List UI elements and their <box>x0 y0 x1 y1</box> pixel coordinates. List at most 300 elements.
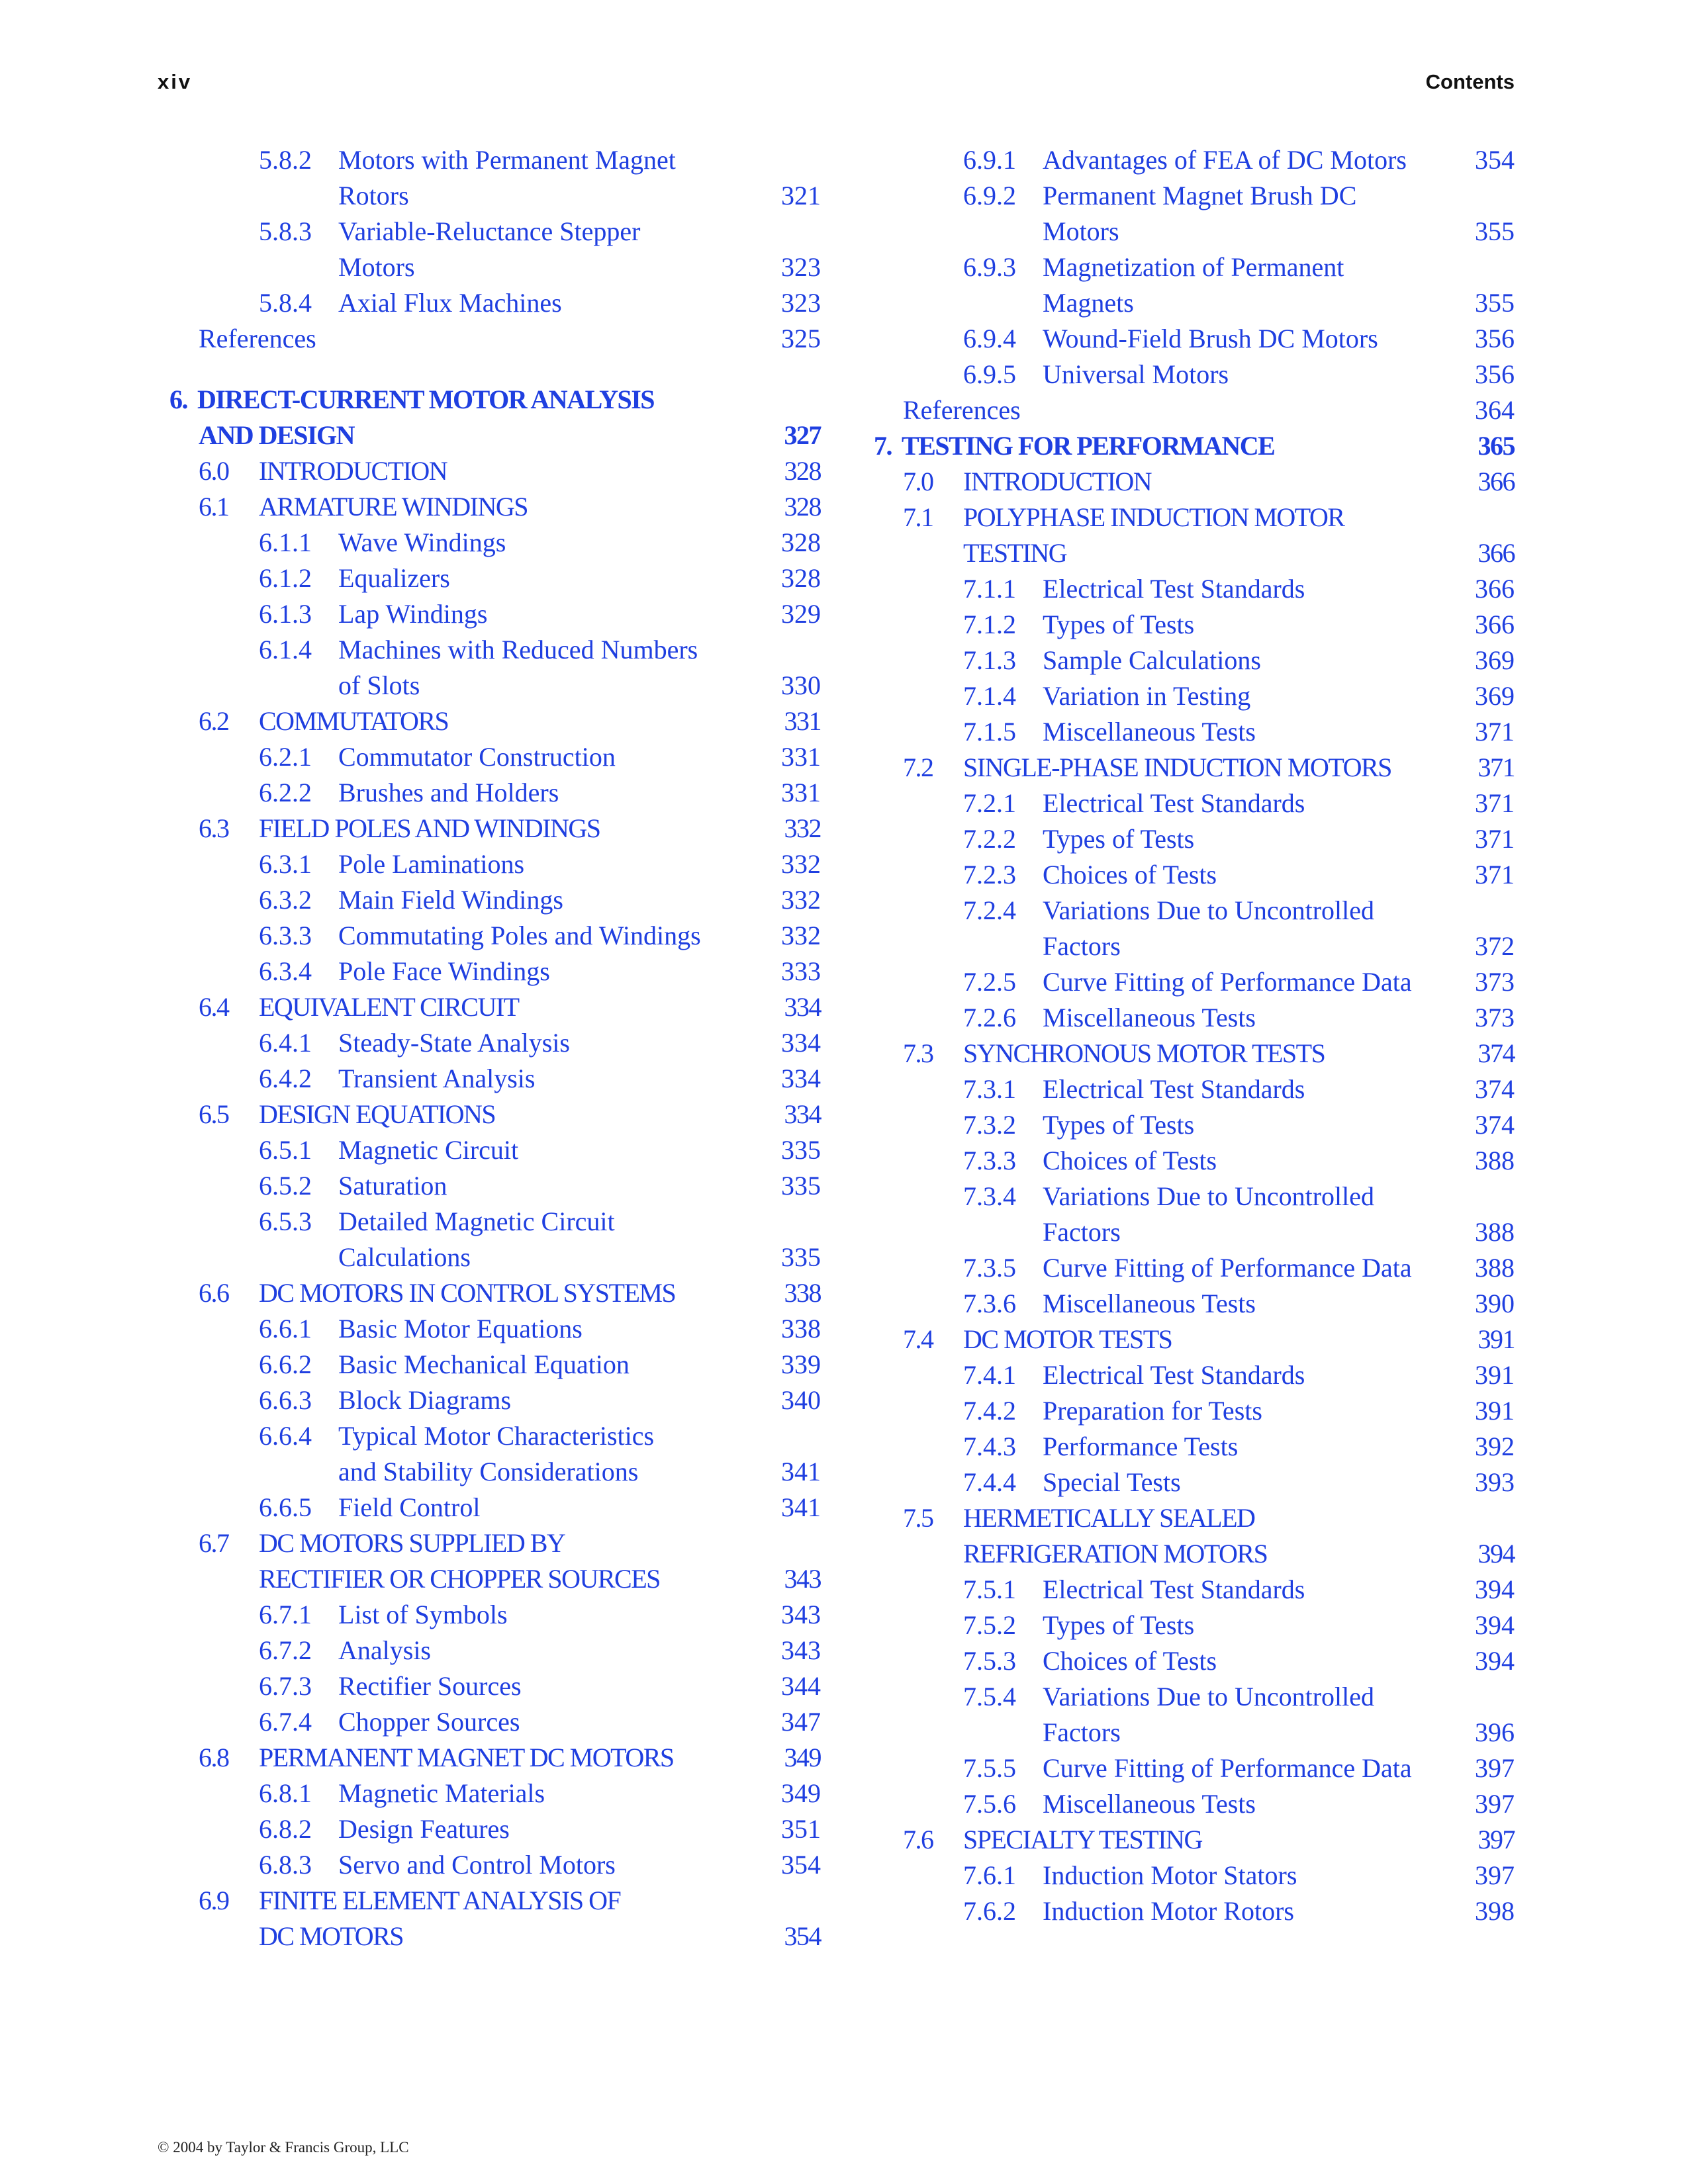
toc-entry-page: 329 <box>781 599 821 629</box>
toc-entry-title: Design Features <box>338 1814 510 1844</box>
toc-entry-page: 328 <box>781 563 821 593</box>
toc-entry-number: 6.1 <box>199 492 229 522</box>
toc-entry[interactable] <box>862 1179 1515 1214</box>
toc-entry-title: ARMATURE WINDINGS <box>259 492 528 522</box>
toc-entry[interactable] <box>158 142 821 178</box>
toc-entry-page: 397 <box>1475 1753 1515 1783</box>
toc-entry-number: 6.9.4 <box>963 324 1016 353</box>
toc-entry[interactable] <box>862 1286 1515 1322</box>
toc-entry-number: 6.5.1 <box>259 1135 312 1165</box>
toc-entry[interactable] <box>158 882 821 918</box>
toc-entry-title: Universal Motors <box>1043 359 1229 389</box>
toc-entry-title: of Slots <box>338 670 420 700</box>
toc-entry-page: 369 <box>1475 645 1515 675</box>
toc-entry-page: 390 <box>1475 1289 1515 1318</box>
toc-entry-page: 374 <box>1475 1110 1515 1140</box>
toc-entry-title: DC MOTORS <box>259 1921 404 1951</box>
toc-entry-title: Wave Windings <box>338 527 506 557</box>
toc-entry-page: 334 <box>781 1028 821 1058</box>
toc-entry[interactable] <box>862 1572 1515 1608</box>
toc-entry[interactable] <box>158 1383 821 1418</box>
toc-entry-page: 388 <box>1475 1146 1515 1175</box>
toc-entry-title: Types of Tests <box>1043 610 1195 639</box>
toc-entry-number: 7.1.3 <box>963 645 1016 675</box>
toc-entry-page: 335 <box>781 1135 821 1165</box>
toc-entry[interactable] <box>862 535 1515 571</box>
toc-entry[interactable] <box>862 392 1515 428</box>
toc-entry[interactable] <box>862 178 1515 214</box>
toc-entry-number: 6.2.1 <box>259 742 312 772</box>
toc-entry[interactable] <box>158 1740 821 1776</box>
toc-entry-number: 7.3.6 <box>963 1289 1016 1318</box>
toc-entry-number: 6.0 <box>199 456 229 486</box>
toc-entry-page: 340 <box>781 1385 821 1415</box>
toc-entry[interactable] <box>862 1500 1515 1536</box>
toc-entry-title: Performance Tests <box>1043 1432 1239 1461</box>
toc-entry[interactable] <box>158 1633 821 1668</box>
running-title: Contents <box>1425 70 1515 93</box>
toc-entry-page: 328 <box>784 492 821 522</box>
toc-entry[interactable] <box>158 418 821 453</box>
toc-entry-number: 6.7.4 <box>259 1707 312 1737</box>
toc-entry-number: 6. <box>169 385 187 414</box>
toc-entry-title: Analysis <box>338 1635 431 1665</box>
toc-entry-title: RECTIFIER OR CHOPPER SOURCES <box>259 1564 660 1594</box>
toc-entry-title: Basic Mechanical Equation <box>338 1349 630 1379</box>
toc-entry[interactable] <box>158 1883 821 1919</box>
toc-entry[interactable] <box>158 704 821 739</box>
toc-entry[interactable] <box>158 739 821 775</box>
toc-entry[interactable] <box>862 285 1515 321</box>
toc-entry-title: References <box>199 324 316 353</box>
toc-entry-number: 6.4 <box>199 992 229 1022</box>
toc-entry-title: Pole Face Windings <box>338 956 550 986</box>
toc-entry[interactable] <box>158 775 821 811</box>
toc-entry-number: 7.3.4 <box>963 1181 1016 1211</box>
toc-entry-title: PERMANENT MAGNET DC MOTORS <box>259 1743 674 1772</box>
toc-entry-number: 7.2.5 <box>963 967 1016 997</box>
toc-entry[interactable] <box>862 250 1515 285</box>
toc-entry[interactable] <box>862 1214 1515 1250</box>
toc-entry[interactable] <box>862 893 1515 929</box>
toc-entry-number: 7.5.2 <box>963 1610 1016 1640</box>
toc-entry-title: Equalizers <box>338 563 450 593</box>
toc-entry-page: 356 <box>1475 359 1515 389</box>
toc-entry-title: Detailed Magnetic Circuit <box>338 1206 615 1236</box>
toc-entry-title: Servo and Control Motors <box>338 1850 616 1880</box>
toc-entry[interactable] <box>862 1608 1515 1643</box>
toc-entry[interactable] <box>158 1275 821 1311</box>
toc-entry-title: Motors <box>1043 216 1119 246</box>
toc-entry-page: 349 <box>784 1743 821 1772</box>
toc-entry-title: Induction Motor Stators <box>1043 1860 1297 1890</box>
toc-entry[interactable] <box>862 464 1515 500</box>
toc-entry-number: 6.8 <box>199 1743 229 1772</box>
toc-entry-page: 338 <box>784 1278 821 1308</box>
toc-entry[interactable] <box>158 1061 821 1097</box>
toc-entry-number: 7.6.1 <box>963 1860 1016 1890</box>
toc-entry[interactable] <box>862 357 1515 392</box>
toc-entry-title: Motors with Permanent Magnet <box>338 145 676 175</box>
toc-entry[interactable] <box>158 632 821 668</box>
toc-entry[interactable] <box>862 1858 1515 1893</box>
toc-entry-number: 6.3.1 <box>259 849 312 879</box>
toc-entry[interactable] <box>158 1347 821 1383</box>
toc-entry[interactable] <box>158 989 821 1025</box>
toc-entry[interactable] <box>862 1893 1515 1929</box>
toc-entry-page: 366 <box>1475 610 1515 639</box>
toc-entry[interactable] <box>862 786 1515 821</box>
toc-entry[interactable] <box>862 1036 1515 1071</box>
toc-entry[interactable] <box>862 1107 1515 1143</box>
toc-entry-number: 6.1.2 <box>259 563 312 593</box>
toc-entry-page: 341 <box>781 1457 821 1486</box>
toc-entry[interactable] <box>862 428 1515 464</box>
toc-entry[interactable] <box>862 1071 1515 1107</box>
toc-entry-number: 7.4 <box>903 1324 933 1354</box>
toc-entry-page: 391 <box>1477 1324 1515 1354</box>
toc-entry[interactable] <box>862 1536 1515 1572</box>
toc-entry-number: 6.3.3 <box>259 921 312 950</box>
toc-entry-page: 397 <box>1475 1860 1515 1890</box>
toc-entry[interactable] <box>862 321 1515 357</box>
toc-entry-page: 332 <box>781 885 821 915</box>
toc-entry[interactable] <box>158 596 821 632</box>
toc-entry-title: Block Diagrams <box>338 1385 512 1415</box>
toc-entry[interactable] <box>158 1668 821 1704</box>
toc-entry[interactable] <box>862 1429 1515 1465</box>
toc-left-column <box>158 142 821 1954</box>
toc-entry[interactable] <box>158 214 821 250</box>
toc-entry[interactable] <box>862 1143 1515 1179</box>
toc-entry[interactable] <box>862 1643 1515 1679</box>
toc-entry-page: 366 <box>1477 538 1515 568</box>
toc-entry[interactable] <box>862 1465 1515 1500</box>
toc-entry-page: 321 <box>781 181 821 210</box>
toc-entry[interactable] <box>862 500 1515 535</box>
toc-entry-title: Rectifier Sources <box>338 1671 522 1701</box>
toc-entry-page: 334 <box>784 992 821 1022</box>
toc-entry[interactable] <box>862 750 1515 786</box>
toc-entry-number: 6.6 <box>199 1278 229 1308</box>
toc-entry-page: 393 <box>1475 1467 1515 1497</box>
toc-entry-number: 6.9.5 <box>963 359 1016 389</box>
toc-entry-number: 6.6.3 <box>259 1385 312 1415</box>
toc-entry-page: 397 <box>1475 1789 1515 1819</box>
toc-entry-page: 349 <box>781 1778 821 1808</box>
toc-entry[interactable] <box>862 1715 1515 1751</box>
toc-entry[interactable] <box>862 1322 1515 1357</box>
toc-entry-title: Choices of Tests <box>1043 860 1217 889</box>
toc-entry[interactable] <box>862 1000 1515 1036</box>
toc-entry-number: 7.4.1 <box>963 1360 1016 1390</box>
toc-entry[interactable] <box>158 1561 821 1597</box>
toc-entry-page: 373 <box>1475 967 1515 997</box>
toc-entry-number: 7.1 <box>903 502 933 532</box>
toc-entry-number: 6.3.4 <box>259 956 312 986</box>
toc-entry[interactable] <box>862 643 1515 678</box>
toc-entry[interactable] <box>158 250 821 285</box>
toc-entry-number: 6.3 <box>199 813 229 843</box>
toc-entry-page: 372 <box>1475 931 1515 961</box>
toc-entry-title: Variations Due to Uncontrolled <box>1043 895 1374 925</box>
toc-entry-title: Magnetization of Permanent <box>1043 252 1344 282</box>
toc-entry[interactable] <box>862 1786 1515 1822</box>
toc-entry[interactable] <box>158 561 821 596</box>
toc-entry-title: Miscellaneous Tests <box>1043 1789 1256 1819</box>
toc-entry-page: 341 <box>781 1492 821 1522</box>
toc-entry-page: 371 <box>1477 752 1515 782</box>
toc-entry-title: COMMUTATORS <box>259 706 449 736</box>
toc-entry-page: 335 <box>781 1242 821 1272</box>
toc-entry[interactable] <box>158 1704 821 1740</box>
toc-entry-number: 7.5.3 <box>963 1646 1016 1676</box>
toc-entry[interactable] <box>158 1776 821 1811</box>
toc-entry-number: 7.6 <box>903 1825 933 1854</box>
toc-entry-title: Pole Laminations <box>338 849 525 879</box>
toc-entry-number: 5.8.3 <box>259 216 312 246</box>
toc-entry[interactable] <box>862 821 1515 857</box>
toc-entry[interactable] <box>158 382 821 418</box>
toc-entry-page: 331 <box>781 778 821 807</box>
toc-entry[interactable] <box>158 846 821 882</box>
toc-entry-title: List of Symbols <box>338 1600 508 1629</box>
toc-entry-page: 392 <box>1475 1432 1515 1461</box>
toc-entry-title: HERMETICALLY SEALED <box>963 1503 1255 1533</box>
toc-entry-title: FINITE ELEMENT ANALYSIS OF <box>259 1886 621 1915</box>
toc-entry[interactable] <box>158 321 821 357</box>
toc-entry-title: TESTING <box>963 538 1067 568</box>
toc-entry-number: 7.2.6 <box>963 1003 1016 1032</box>
toc-entry-title: Variations Due to Uncontrolled <box>1043 1682 1374 1711</box>
toc-entry-title: DESIGN EQUATIONS <box>259 1099 496 1129</box>
toc-entry[interactable] <box>158 1811 821 1847</box>
toc-entry-number: 5.8.2 <box>259 145 312 175</box>
toc-entry[interactable] <box>158 1097 821 1132</box>
toc-entry-number: 7.5.4 <box>963 1682 1016 1711</box>
toc-entry-title: Lap Windings <box>338 599 488 629</box>
toc-entry[interactable] <box>862 1679 1515 1715</box>
toc-entry-page: 335 <box>781 1171 821 1201</box>
toc-entry-number: 7.1.4 <box>963 681 1016 711</box>
toc-entry[interactable] <box>158 668 821 704</box>
toc-entry[interactable] <box>862 714 1515 750</box>
toc-entry-page: 333 <box>781 956 821 986</box>
toc-entry[interactable] <box>158 1311 821 1347</box>
toc-entry-title: Saturation <box>338 1171 447 1201</box>
toc-entry[interactable] <box>158 1847 821 1883</box>
toc-entry-title: Factors <box>1043 1717 1121 1747</box>
toc-entry-title: Sample Calculations <box>1043 645 1261 675</box>
toc-entry-page: 354 <box>784 1921 821 1951</box>
toc-entry-page: 355 <box>1475 288 1515 318</box>
toc-entry[interactable] <box>862 142 1515 178</box>
toc-entry-page: 323 <box>781 288 821 318</box>
toc-entry-page: 323 <box>781 252 821 282</box>
toc-entry[interactable] <box>862 1822 1515 1858</box>
toc-entry-title: Factors <box>1043 931 1121 961</box>
toc-entry-title: Types of Tests <box>1043 1610 1195 1640</box>
toc-entry-title: AND DESIGN <box>199 420 355 450</box>
toc-right-column <box>862 142 1515 1929</box>
toc-entry-title: Factors <box>1043 1217 1121 1247</box>
toc-entry-number: 6.8.3 <box>259 1850 312 1880</box>
toc-entry-number: 6.5 <box>199 1099 229 1129</box>
toc-entry-number: 6.8.2 <box>259 1814 312 1844</box>
toc-entry-title: Electrical Test Standards <box>1043 1074 1305 1104</box>
toc-entry-title: Electrical Test Standards <box>1043 1574 1305 1604</box>
toc-entry-title: FIELD POLES AND WINDINGS <box>259 813 600 843</box>
toc-entry-title: Motors <box>338 252 415 282</box>
toc-entry-page: 394 <box>1475 1646 1515 1676</box>
copyright-footer: © 2004 by Taylor & Francis Group, LLC <box>158 2139 409 2156</box>
toc-entry-number: 7.1.5 <box>963 717 1016 747</box>
toc-entry-number: 7.5.1 <box>963 1574 1016 1604</box>
toc-entry[interactable] <box>158 1418 821 1454</box>
toc-entry-title: Types of Tests <box>1043 1110 1195 1140</box>
toc-entry[interactable] <box>158 1240 821 1275</box>
toc-entry[interactable] <box>158 285 821 321</box>
toc-entry-number: 6.1.4 <box>259 635 312 664</box>
toc-entry-title: REFRIGERATION MOTORS <box>963 1539 1268 1569</box>
toc-entry[interactable] <box>862 857 1515 893</box>
toc-entry[interactable] <box>158 1168 821 1204</box>
toc-entry-number: 6.4.1 <box>259 1028 312 1058</box>
toc-entry-page: 354 <box>1475 145 1515 175</box>
toc-entry-page: 331 <box>784 706 821 736</box>
toc-entry-page: 394 <box>1477 1539 1515 1569</box>
toc-entry-number: 7.5.6 <box>963 1789 1016 1819</box>
toc-entry-number: 7.4.3 <box>963 1432 1016 1461</box>
toc-entry-title: TESTING FOR PERFORMANCE <box>902 431 1275 461</box>
toc-entry-page: 351 <box>781 1814 821 1844</box>
toc-entry-page: 391 <box>1475 1396 1515 1426</box>
toc-entry-number: 7.3.3 <box>963 1146 1016 1175</box>
toc-entry-number: 7.0 <box>903 467 933 496</box>
toc-entry-number: 7.1.1 <box>963 574 1016 604</box>
toc-entry-title: Choices of Tests <box>1043 1146 1217 1175</box>
toc-entry-number: 6.7.3 <box>259 1671 312 1701</box>
toc-entry-title: Machines with Reduced Numbers <box>338 635 698 664</box>
toc-entry-title: SYNCHRONOUS MOTOR TESTS <box>963 1038 1325 1068</box>
toc-entry-page: 355 <box>1475 216 1515 246</box>
toc-entry[interactable] <box>158 453 821 489</box>
toc-entry-number: 5.8.4 <box>259 288 312 318</box>
toc-entry[interactable] <box>862 929 1515 964</box>
toc-entry-title: Miscellaneous Tests <box>1043 1003 1256 1032</box>
toc-entry[interactable] <box>158 1597 821 1633</box>
toc-entry-page: 364 <box>1475 395 1515 425</box>
toc-entry-number: 6.9 <box>199 1886 229 1915</box>
toc-entry-page: 332 <box>781 921 821 950</box>
toc-entry-page: 325 <box>781 324 821 353</box>
toc-entry-title: Calculations <box>338 1242 471 1272</box>
toc-entry[interactable] <box>862 1393 1515 1429</box>
toc-entry-page: 388 <box>1475 1253 1515 1283</box>
toc-entry-page: 356 <box>1475 324 1515 353</box>
toc-entry-title: SPECIALTY TESTING <box>963 1825 1202 1854</box>
toc-entry-page: 366 <box>1475 574 1515 604</box>
toc-entry-title: Steady-State Analysis <box>338 1028 570 1058</box>
toc-entry[interactable] <box>158 525 821 561</box>
toc-entry[interactable] <box>158 954 821 989</box>
toc-entry[interactable] <box>158 1132 821 1168</box>
toc-entry[interactable] <box>158 489 821 525</box>
toc-entry[interactable] <box>158 178 821 214</box>
toc-entry-title: Axial Flux Machines <box>338 288 562 318</box>
toc-entry[interactable] <box>158 1025 821 1061</box>
toc-entry-number: 6.7 <box>199 1528 229 1558</box>
page-number: xiv <box>158 70 193 93</box>
toc-entry[interactable] <box>158 1919 821 1954</box>
toc-entry-number: 7.2.1 <box>963 788 1016 818</box>
toc-entry[interactable] <box>862 571 1515 607</box>
toc-entry-title: Brushes and Holders <box>338 778 559 807</box>
toc-entry-title: Curve Fitting of Performance Data <box>1043 967 1412 997</box>
toc-entry-page: 388 <box>1475 1217 1515 1247</box>
toc-entry-number: 6.5.3 <box>259 1206 312 1236</box>
toc-entry-page: 334 <box>781 1064 821 1093</box>
toc-entry-number: 7.1.2 <box>963 610 1016 639</box>
toc-entry-title: DIRECT-CURRENT MOTOR ANALYSIS <box>197 385 655 414</box>
toc-entry-page: 374 <box>1475 1074 1515 1104</box>
toc-entry[interactable] <box>862 1751 1515 1786</box>
toc-entry-title: Special Tests <box>1043 1467 1181 1497</box>
toc-entry[interactable] <box>158 1454 821 1490</box>
toc-entry-title: Variation in Testing <box>1043 681 1251 711</box>
toc-entry-title: Chopper Sources <box>338 1707 520 1737</box>
toc-entry[interactable] <box>862 607 1515 643</box>
toc-entry-page: 371 <box>1475 717 1515 747</box>
toc-entry[interactable] <box>158 1525 821 1561</box>
toc-entry-title: Choices of Tests <box>1043 1646 1217 1676</box>
toc-entry-number: 6.9.1 <box>963 145 1016 175</box>
toc-entry-page: 332 <box>784 813 821 843</box>
toc-entry-page: 371 <box>1475 788 1515 818</box>
toc-entry-number: 7.3.5 <box>963 1253 1016 1283</box>
toc-entry-page: 369 <box>1475 681 1515 711</box>
toc-entry[interactable] <box>862 678 1515 714</box>
toc-entry-page: 328 <box>784 456 821 486</box>
toc-entry[interactable] <box>862 964 1515 1000</box>
toc-entry-page: 328 <box>781 527 821 557</box>
toc-entry-number: 7.5 <box>903 1503 933 1533</box>
toc-entry[interactable] <box>862 1250 1515 1286</box>
toc-entry-title: Curve Fitting of Performance Data <box>1043 1753 1412 1783</box>
toc-entry-number: 7.5.5 <box>963 1753 1016 1783</box>
toc-entry-title: Magnets <box>1043 288 1134 318</box>
toc-entry-number: 6.6.1 <box>259 1314 312 1343</box>
toc-entry-page: 354 <box>781 1850 821 1880</box>
toc-entry-number: 7.2.3 <box>963 860 1016 889</box>
toc-entry-title: Wound-Field Brush DC Motors <box>1043 324 1378 353</box>
toc-entry-number: 6.1.3 <box>259 599 312 629</box>
toc-entry-number: 6.9.3 <box>963 252 1016 282</box>
toc-entry-title: POLYPHASE INDUCTION MOTOR <box>963 502 1344 532</box>
toc-entry-title: Variable-Reluctance Stepper <box>338 216 641 246</box>
toc-entry-title: EQUIVALENT CIRCUIT <box>259 992 519 1022</box>
toc-entry[interactable] <box>158 1204 821 1240</box>
toc-entry[interactable] <box>158 918 821 954</box>
toc-entry[interactable] <box>158 1490 821 1525</box>
toc-entry-title: Basic Motor Equations <box>338 1314 583 1343</box>
toc-entry[interactable] <box>862 1357 1515 1393</box>
toc-entry[interactable] <box>862 214 1515 250</box>
toc-entry-number: 6.8.1 <box>259 1778 312 1808</box>
toc-entry-title: Induction Motor Rotors <box>1043 1896 1294 1926</box>
toc-entry-page: 330 <box>781 670 821 700</box>
toc-entry[interactable] <box>158 811 821 846</box>
